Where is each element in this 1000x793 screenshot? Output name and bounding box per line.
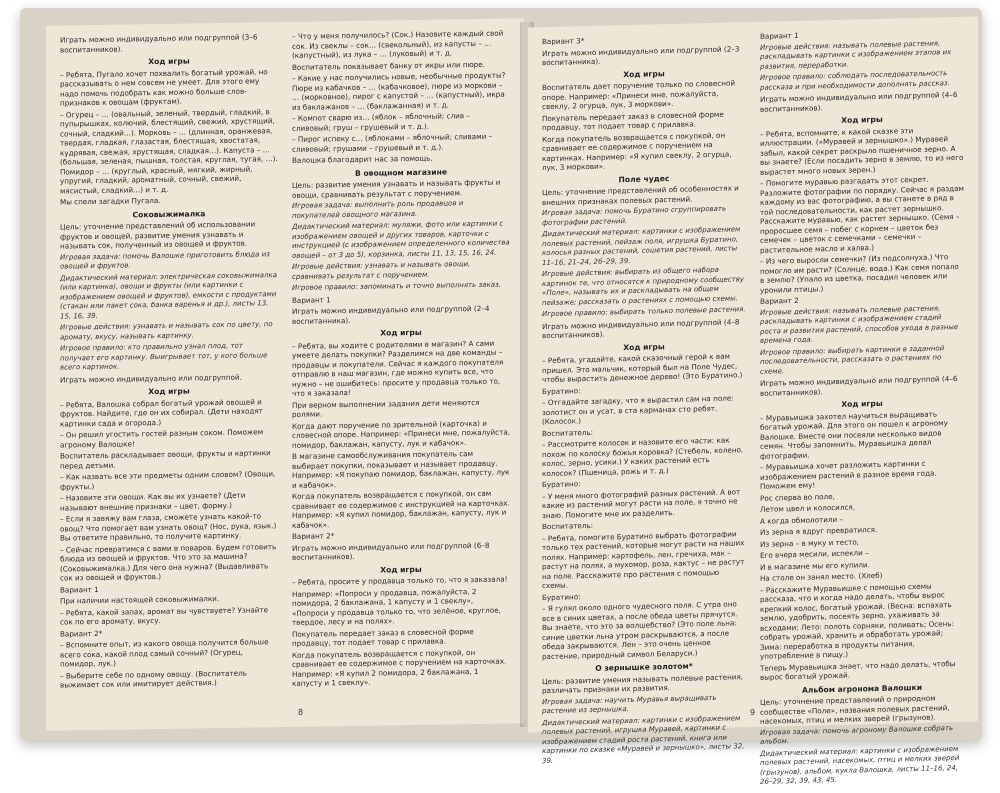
text-paragraph: – Ребята, вы ходите с родителями в магазин? А сами умеете делать покупки? Разделимся на две команды – продавцы и покупатели. Сейчас я каждого покупателя отправлю в наш магазин, где можно купить все, что нужно – не ошибитесь: просите у продавца только то, что я заказала! — [292, 338, 504, 398]
section-heading: Поле чудес — [618, 173, 670, 184]
text-paragraph: Цель: уточнение представлений о природном сообществе «Поле», названия полевых растений, насекомых, птиц и мелких зверей (грызунов). — [760, 693, 950, 726]
text-paragraph: Цель: уточнение представлений об особенностях и внешних признаках полевых растений. — [542, 183, 739, 207]
text-paragraph: – Огурец – … (овальный, зеленый, твердый, гладкий, в пупырышках, колючий, блестящий, свежий, хрустящий, сочный, сладкий…). Морковь – … (длинная, оранжевая, твердая, гладкая, глазастая, блестящая, хвостатая, кудрявая, свежая, хрустящая, сладкая…). Капуста – … (большая, зеленая, пышная, толстая, круглая, тугая, …). Помидор – … (круглый, красный, мягкий, жирный, упругий, гладкий, ароматный, сочный, свежий, мясистый, сладкий…) и т. д. — [60, 106, 278, 196]
open-booklet — [20, 8, 982, 786]
text-paragraph: Воспитатель: — [542, 427, 594, 438]
text-paragraph: Играть можно индивидуально или подгруппой. — [60, 372, 242, 385]
text-paragraph: Игровое правило: выбирать только полевые растения. — [542, 305, 746, 319]
text-paragraph: Цель: уточнение представлений об использовании фруктов и овощей, развитие умения узнавать и называть сок, полученный из овощей и фруктов. — [60, 219, 256, 251]
text-paragraph: – Ребята, Пугало хочет похвалить богатый урожай, но рассказывать о нем совсем не умеет. Для этого ему надо помочь подобрать как можно больше слов-признаков к овощам (фруктам). — [60, 66, 268, 108]
section-heading: Соковыжималка — [132, 208, 206, 219]
text-paragraph: – Отгадайте загадку, что я вырастил сам на поле: золотист он и усат, в ста карманах сто ребят. (Колосок.) — [542, 393, 734, 427]
text-paragraph: Играть можно индивидуально или подгруппой (2–4 воспитанника). — [292, 303, 490, 326]
text-paragraph: Покупатель передает заказ в словесной форме продавцу, тот подает товар с прилавка. — [292, 626, 474, 648]
text-paragraph: – Ребята, Валошка собрал богатый урожай овощей и фруктов. Найдите, где он их собирал. (Дети находят картинки сада и огорода.) — [60, 396, 263, 429]
text-paragraph: Вариант 2* — [60, 628, 103, 639]
text-paragraph: – У меня много фотографий разных растений. А вот какие из растений могут расти на поле, я точно не знаю. Помогите мне их разделить. — [542, 486, 741, 520]
left-column-2 — [292, 28, 510, 698]
text-paragraph: Вариант 1 — [60, 584, 99, 595]
section-heading: О зернышке золотом* — [595, 661, 693, 673]
text-paragraph: Игровые действия: выбирать из общего набора картинок те, что относятся к природному сообществу «Поле», называть их и раскладывать на общем пейзаже; рассказать о растениях с помощью схемы. — [542, 265, 745, 307]
text-paragraph: Из зерна я вдруг превратился. — [760, 524, 878, 537]
text-paragraph: Цель: развитие умения узнавать и называть фрукты и овощи, сравнивать результат с поручением. — [292, 177, 501, 200]
text-paragraph: Играть можно индивидуально или подгруппой (4–6 воспитанников). — [760, 374, 958, 398]
text-paragraph: Его вчера месили, испекли – — [760, 548, 869, 560]
text-paragraph: Вариант 1 — [292, 294, 331, 305]
text-paragraph: В магазине самообслуживания покупатель сам выбирает покупки, показывает и называет продавцу. Например: «Я покупаю помидор, баклажан, капусту, лук и кабачок». — [292, 449, 510, 490]
text-paragraph: Дидактический материал: картинки с изображением полевых растений, насекомых, птиц и мелких зверей (грызунов), альбом, кукла Валошка, листы 11–16, 24, 26–29, 32, 39, 43, 45. — [760, 744, 960, 786]
section-heading: Ход игры — [623, 68, 665, 79]
right-page-number: 9 — [750, 707, 756, 718]
text-paragraph: Когда покупатель возвращается с покупкой, он сам сравнивает ее содержимое с инструкцией на карточках. Например: «Я купил помидор, баклажан, капусту, лук и кабачок». — [292, 488, 510, 530]
text-paragraph: Воспитатель показывает банку от икры или пюре. — [292, 59, 485, 72]
text-paragraph: – Я гулял около одного чудесного поля. С утра оно все в синих цветах, а после обеда цветы прячутся. Вы знаете, что это за волшебство? (Это поле льна: синие цветки льна утром раскрываются, а после обеда закрываются. Лен – это очень ценное растение, природный символ Беларуси.) — [542, 599, 738, 661]
text-paragraph: – Муравьишка захотел научиться выращивать богатый урожай. Для этого он пошел к агроному Валошке. Вместе они посеяли несколько видов семян. Чтобы запомнить, Муравьишка делал фотографии. — [760, 409, 948, 461]
text-paragraph: При верном выполнении задания дети меняются ролями. — [292, 397, 480, 419]
text-paragraph: Играть можно индивидуально или подгруппой (6–8 воспитанников). — [292, 540, 490, 562]
text-paragraph: Цель: развитие умения называть полевые растения, различать признаки их развития. — [542, 671, 744, 696]
text-paragraph: Игровое правило: кто правильно узнал плод, тот получает его картинку. Выигрывает тот, у кого больше всего картинок. — [60, 341, 268, 372]
text-paragraph: Вариант 1 — [760, 30, 799, 41]
text-paragraph: – Какие у нас получились новые, необычные продукты? Пюре из кабачков – … (кабачковое), пюре из моркови – … (морковное), пирог с капустой – … (капустный), икра из баклажанов – … (баклажанная) и т. д. — [292, 70, 506, 112]
section-heading: Ход игры — [623, 341, 665, 352]
text-paragraph: – Ребята, угадайте, какой сказочный герой к вам пришел. Это мальчик, который был на Поле Чудес, чтобы вырастить денежное дерево! (Это Буратино.) — [542, 351, 743, 385]
section-heading: Ход игры — [148, 386, 190, 397]
right-page — [528, 17, 978, 786]
text-paragraph: – Расскажите Муравьишке с помощью схемы рассказа, что и когда надо делать, чтобы вырос крепкий колос, богатый урожай. (Весна: вспахать землю, удобрить, посеять зерно, ухаживать за всходами; Лето: полоть сорняки, поливать; Осень: собрать урожай, хранить и обработать урожай; Зима: переработка в продукты питания, употребление в пищу.) — [760, 581, 954, 661]
right-page-columns — [542, 27, 964, 786]
text-paragraph: Дидактический материал: картинки с изображением полевых растений, пейзаж поля, игрушка Буратино, колосья разных растений, сошетия растений, листы 11–16, 21–24, 26–29, 39. — [542, 225, 741, 267]
text-paragraph: – Рассмотрите колосок и назовите его части: как похож по колоску божья коровка? (Стебель, колено, колос, зерно, усики.) У каких растений есть колосок? (Пшеница, рожь и т. д.) — [542, 435, 744, 478]
text-paragraph: Буратино: — [542, 479, 581, 490]
text-paragraph: – Муравьишка хочет разложить картинки с изображением растений в разное время года. Поможем ему! — [760, 458, 937, 491]
text-paragraph: Играть можно индивидуально или подгруппой (4–8 воспитанников). — [542, 316, 740, 341]
text-paragraph: Летом цвел и колосился, — [760, 502, 856, 514]
text-paragraph: Когда дают поручение по зрительной (карточка) и словесной опоре. Например: «Принеси мне, пожалуйста, помидор, баклажан, капусту, лук и кабачок». — [292, 418, 511, 450]
text-paragraph: Буратино: — [542, 385, 581, 396]
text-paragraph: Из зерна – в муку и тесто, — [760, 536, 860, 549]
text-paragraph: Дидактический материал: муляжи, фото или картинки с изображением овощей и других товаров, карточки с инструкцией (с изображением определенного количества овощей – от 3 до 5), корзинка, листы 11, 13, 15, 16, 24. — [292, 219, 510, 260]
text-paragraph: При наличии настоящей соковыжималки. — [60, 594, 220, 606]
text-paragraph: Играть можно индивидуально или подгруппой (3–6 воспитанников). — [60, 32, 258, 55]
text-paragraph: Игровые действия: узнавать и называть овощи, сравнивать результат с поручением. — [292, 260, 471, 281]
text-paragraph: Воспитатель: — [542, 520, 594, 532]
text-paragraph: А когда обмолотили – — [760, 514, 844, 526]
text-paragraph: – Что у меня получилось? (Сок.) Назовите каждый свой сок. Из свеклы – сок… (свекольный), из капусты – … (капустный), из лука – … (луковый) и т. д. — [292, 28, 504, 60]
text-paragraph: Воспитатель дает поручение только по словесной опоре. Например: «Принеси мне, пожалуйста, свеклу, 2 огурца, лук, 3 моркови». — [542, 78, 736, 112]
text-paragraph: Игровое правило: запоминать и точно выполнять заказ. — [292, 280, 501, 292]
text-paragraph: – Если я завяжу вам глаза, сможете узнать какой-то овощ? Что помогает вам узнать овощ? (Нос, рука, язык.) Вы ответите правильно, то получите картинку. — [60, 511, 277, 543]
text-paragraph: Когда покупатель возвращается с покупкой, он сравнивает ее содержимое с поручением на карточках. Например: «Я купил 2 помидора, 2 баклажана, 1 капусту и 1 свеклу». — [292, 647, 507, 688]
text-paragraph: На столе он занял место. (Хлеб) — [760, 570, 883, 583]
text-paragraph: Когда покупатель возвращается с покупкой, он сравнивает ее содержимое с поручением на картинках. Например: «Я купил свеклу, 2 огурца, лук, 3 моркови». — [542, 130, 732, 173]
text-paragraph: – Он решил угостить гостей разным соком. Поможем агроному Валошке! — [60, 427, 264, 450]
text-paragraph: – Пирог испеку с… (яблоками – яблочный; сливами – сливовый; грушами – грушевый и т. д.). — [292, 131, 493, 154]
text-paragraph: Игровая задача: помочь Валошке приготовить блюда из овощей и фруктов. — [60, 249, 270, 271]
text-paragraph: Вариант 2* — [292, 531, 335, 541]
text-paragraph: Игровое правило: соблюдать последовательность рассказа и при необходимости дополнять рассказ. — [760, 69, 950, 92]
text-paragraph: Игровая задача: помочь Буратино сгруппировать фотографии растений. — [542, 204, 727, 227]
text-paragraph: Игровая задача: научить Муравья выращивать растение из зернышка. — [542, 693, 717, 716]
text-paragraph: Буратино: — [542, 591, 581, 602]
text-paragraph: – Из чего выросли семечки? (Из подсолнуха.) Что помогло им расти? (Солнце, вода.) Как семя попало в землю? (Упало из цветка, посадил человек или уронили птицы.) — [760, 252, 959, 295]
text-paragraph: – Ребята, просите у продавца только то, что я заказала! — [292, 574, 508, 587]
text-paragraph: Теперь Муравьишка знает, что надо делать, чтобы вырос богатый урожай. — [760, 658, 956, 682]
text-paragraph: Вариант 2 — [760, 295, 799, 306]
text-paragraph: Игровые действия: называть полевые растения, раскладывать картинки с изображением стадий роста и развития растений, способов ухода в разные времена года. — [760, 303, 959, 345]
text-paragraph: – Вспомните опыт, из какого овоща получится больше всего сока, какой плод самый сочный? (Огурец, помидор, лук.) — [60, 637, 269, 669]
text-paragraph: Вариант 3* — [542, 36, 585, 47]
section-heading: Ход игры — [148, 56, 190, 67]
text-paragraph: Дидактический материал: картинки с изображением полевых растений, игрушка Муравей, картинки с изображением стадий роста растений, книга или картинки по сказке «Муравей и зернышко», листы 32, 39. — [542, 713, 745, 765]
section-heading: Ход игры — [380, 564, 422, 575]
text-paragraph: – Ребята, вспомните, к какой сказке эти иллюстрации. («Муравей и зернышко».) Муравей забыл, какой секрет раскрыло пшеничное зерно. А вы знаете? (Если посадить зерно в землю, то из него вырастет много новых зерен.) — [760, 125, 964, 177]
text-paragraph: Играть можно индивидуально или подгруппой (4–6 воспитанников). — [760, 90, 958, 114]
text-paragraph: Игровая задача: помочь агроному Валошке собрать альбом. — [760, 723, 954, 746]
section-heading: Ход игры — [380, 327, 422, 338]
left-column-1 — [60, 32, 278, 702]
section-heading: Ход игры — [841, 114, 883, 125]
section-heading: Ход игры — [841, 398, 883, 409]
left-page — [46, 18, 524, 731]
text-paragraph: – Выберите себе по одному овощу. (Воспитатель выжимает сок или имитирует действия.) — [60, 668, 247, 690]
left-page-columns — [60, 28, 510, 702]
text-paragraph: Покупатель передает заказ в словесной форме продавцу, тот подает товар с прилавка. — [542, 109, 724, 133]
text-paragraph: Рос сперва во поле, — [760, 491, 835, 503]
text-paragraph: И в магазине мы его купили. — [760, 559, 870, 572]
text-paragraph: Играть можно индивидуально или подгруппой (2–3 воспитанника). — [542, 43, 740, 68]
right-column-2 — [760, 27, 964, 786]
text-paragraph: Дидактический материал: электрическая соковыжималка (или картинка), овощи и фрукты (или картинки с изображением овощей и фруктов), емкости с продуктами (стакан или пакет сока, банка варенья и др.), листы 13, 15, 16, 39. — [60, 270, 278, 321]
text-paragraph: Игровые действия: называть полевые растения, раскладывать картинки с изображением этапов их развития, переработки. — [760, 38, 952, 71]
text-paragraph: Например: «Попроси у продавца, пожалуйста, 2 помидора, 2 баклажана, 1 капусту и 1 свеклу», «Попроси у продавца только то, что зелёное, круглое, твердое, лесу и на полях». — [292, 586, 501, 627]
section-heading: Альбом агронома Валошки — [801, 682, 923, 695]
text-paragraph: – Ребята, помогите Буратино выбрать фотографии только тех растений, которые могут расти на наших полях. Например: картофель, лен, гречиха, мак – растут на полях, а мухомор, роза, кактус – не растут на поле. Расскажите про растения с помощью схемы. — [542, 528, 745, 591]
text-paragraph: Игровая задача: выполнить роль продавцов и покупателей овощного магазина. — [292, 199, 464, 220]
text-paragraph: – Помогите муравью разгадать этот секрет. Разложите фотографии по порядку. Сейчас я раздам каждому из вас фотографию, а вы станете в ряд в той последовательности, как растет зернышко. Расскажите муравью, как растет зернышко. (Семя – проросшее семя – побег с корнем – цветок без семечек – цветок с семечками – семечки – растительное масло и халва.) — [760, 174, 964, 255]
left-page-number: 8 — [298, 707, 304, 717]
text-paragraph: Игровые действия: узнавать и называть сок по цвету, по аромату, вкусу, называть картинку. — [60, 320, 273, 342]
text-paragraph: – Назовите эти овощи. Как вы их узнаете? (Дети называют внешние признаки – цвет, форму.) — [60, 490, 246, 513]
text-paragraph: – Сейчас превратимся с вами в поваров. Будем готовить блюда из овощей и фруктов. Что это за машина? (Соковыжималка.) Для чего она нужна? (Выдавливать сок из овощей и фруктов.) — [60, 541, 277, 583]
text-paragraph: Мы спели загадки Пугала. — [60, 195, 161, 207]
section-heading: В овощном магазине — [355, 166, 447, 178]
right-column-1 — [542, 32, 746, 765]
text-paragraph: Валошка благодарит нас за помощь. — [292, 153, 433, 165]
text-paragraph: Воспитатель раскладывает овощи, фрукты и картинки перед детьми. — [60, 448, 271, 471]
text-paragraph: – Как назвать все эти предметы одним словом? (Овощи, фрукты.) — [60, 469, 276, 492]
text-paragraph: Игровое правило: выбирать картинки в заданной последовательности, рассказать о растениях по схеме. — [760, 343, 945, 376]
text-paragraph: – Ребята, какой запах, аромат вы чувствуете? Узнайте сок по его аромату, вкусу. — [60, 604, 269, 627]
text-paragraph: – Компот сварю из… (яблок – яблочный; слив – сливовый; груш – грушевый и т. д.). — [292, 111, 470, 133]
